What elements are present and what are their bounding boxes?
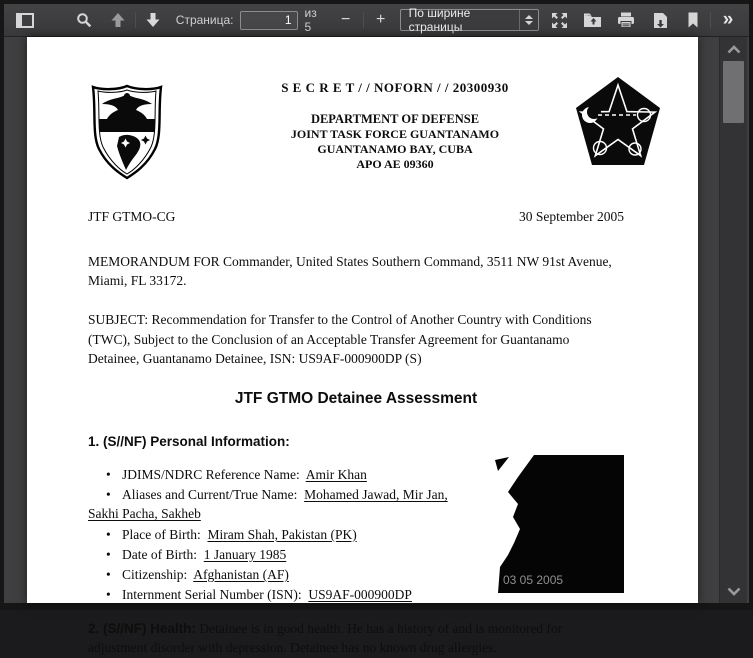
scrollbar-thumb[interactable] xyxy=(723,61,744,123)
section2-text: Detainee is in good health. He has a history of and is monitored for adjustment disorder with depression. Detainee has no known drug allergies. xyxy=(88,621,563,656)
more-tools-button[interactable] xyxy=(715,7,741,33)
open-file-button[interactable] xyxy=(579,7,605,33)
previous-page-button[interactable] xyxy=(105,7,131,33)
bookmark-button[interactable] xyxy=(680,7,706,33)
next-page-button[interactable] xyxy=(140,7,166,33)
toolbar-divider xyxy=(135,12,136,28)
personal-info-field: • Citizenship: Afghanistan (AF) xyxy=(88,565,470,584)
assessment-title: JTF GTMO Detainee Assessment xyxy=(234,389,478,407)
southcom-seal xyxy=(88,81,166,181)
document-content xyxy=(27,37,698,658)
select-spinner-icon xyxy=(519,10,538,30)
section2-heading: 2. (S//NF) Health: xyxy=(88,621,197,637)
presentation-mode-icon xyxy=(551,12,568,29)
download-button[interactable] xyxy=(647,7,673,33)
search-button[interactable] xyxy=(71,7,97,33)
section2-paragraph xyxy=(88,619,624,657)
print-icon xyxy=(617,12,635,28)
personal-info-field: • Internment Serial Number (ISN): US9AF-000900DP xyxy=(88,585,470,604)
bullet-icon: • xyxy=(106,526,111,542)
print-button[interactable] xyxy=(613,7,639,33)
agency-line: GUANTANAMO BAY, CUBA xyxy=(317,142,473,157)
section1-heading: 1. (S//NF) Personal Information: xyxy=(88,433,290,449)
search-icon xyxy=(76,12,92,28)
double-chevron-icon: » xyxy=(722,9,734,30)
open-file-icon xyxy=(583,12,602,28)
document-date: 30 September 2005 xyxy=(519,209,624,224)
zoom-level-value: По ширине страницы xyxy=(408,6,471,34)
presentation-mode-button[interactable] xyxy=(547,7,573,33)
bullet-icon: • xyxy=(106,566,111,582)
scroll-down-button[interactable] xyxy=(720,581,748,601)
bullet-icon: • xyxy=(106,587,111,603)
arrow-down-icon xyxy=(145,12,161,28)
photo-date-stamp: 03 05 2005 xyxy=(503,573,564,588)
agency-line: JOINT TASK FORCE GUANTANAMO xyxy=(290,127,500,142)
zoom-level-select[interactable] xyxy=(400,6,539,34)
personal-info-list xyxy=(88,465,470,605)
toolbar-divider xyxy=(363,12,364,28)
personal-info-field: • Aliases and Current/True Name: Mohamed Jawad, Mir Jan, Sakhi Pacha, Sakheb xyxy=(88,487,448,522)
page-number-input[interactable] xyxy=(240,11,298,30)
minus-icon: − xyxy=(340,11,351,28)
plus-icon: + xyxy=(375,11,386,28)
bookmark-icon xyxy=(687,12,699,28)
scroll-up-button[interactable] xyxy=(720,39,748,59)
toggle-sidebar-button[interactable] xyxy=(12,7,38,33)
personal-info-field: • Place of Birth: Miram Shah, Pakistan (PK) xyxy=(88,525,470,544)
arrow-up-icon xyxy=(110,12,126,28)
section1-body xyxy=(88,465,624,605)
bullet-icon: • xyxy=(106,487,111,503)
pdf-page xyxy=(27,37,698,656)
toolbar-divider xyxy=(710,12,711,28)
chevron-up-icon xyxy=(727,45,741,54)
personal-info-field: • Date of Birth: 1 January 1985 xyxy=(88,545,470,564)
office-symbol-row xyxy=(88,207,624,226)
document-header xyxy=(88,79,624,191)
page-count-label: из 5 xyxy=(304,6,317,34)
personal-info-field: • JDIMS/NDRC Reference Name: Amir Khan xyxy=(88,465,470,484)
zoom-in-button[interactable] xyxy=(368,7,394,33)
jtf-gtmo-seal xyxy=(574,75,662,167)
header-text-block xyxy=(166,79,624,172)
vertical-scrollbar[interactable] xyxy=(719,37,747,603)
bullet-icon: • xyxy=(106,546,111,562)
detainee-photo-redacted xyxy=(488,455,624,598)
page-label: Страница: xyxy=(175,13,234,27)
redacted-silhouette-image xyxy=(488,455,624,593)
memorandum-paragraph: MEMORANDUM FOR Commander, United States Southern Command, 3511 NW 91st Avenue, Miami, FL 33172. xyxy=(88,254,612,289)
download-icon xyxy=(653,12,668,29)
sidebar-toggle-icon xyxy=(16,13,34,28)
pdf-toolbar xyxy=(4,4,749,37)
subject-paragraph: SUBJECT: Recommendation for Transfer to the Control of Another Country with Conditions (TWC), Subject to the Conclusion of an Acceptable Transfer Agreement for Guantanamo Detainee, Guantanamo Detainee, ISN: US9AF-000900DP (S) xyxy=(88,312,592,366)
chevron-down-icon xyxy=(727,587,741,596)
classification-banner: S E C R E T / / NOFORN / / 20300930 xyxy=(281,80,509,95)
zoom-out-button[interactable] xyxy=(333,7,359,33)
agency-line: DEPARTMENT OF DEFENSE xyxy=(310,112,480,127)
bullet-icon: • xyxy=(106,467,111,483)
office-symbol: JTF GTMO-CG xyxy=(88,209,176,224)
agency-line: APO AE 09360 xyxy=(356,157,434,172)
pdf-viewer-area xyxy=(4,37,749,656)
